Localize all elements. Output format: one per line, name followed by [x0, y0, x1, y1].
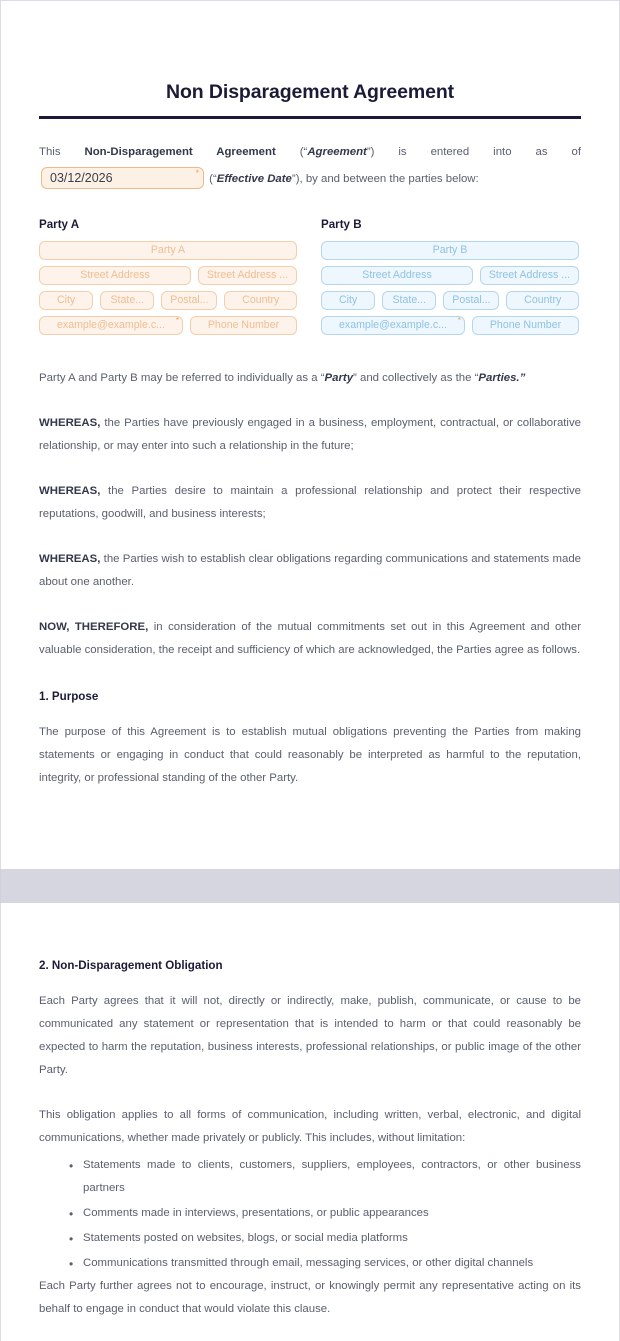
now-therefore-paragraph: [39, 616, 581, 662]
section-2-paragraph-3: Each Party further agrees not to encourage, instruct, or knowingly permit any representative acting on its behalf to engage in conduct that would violate this clause.: [39, 1279, 581, 1315]
parties-defined-term: Parties.”: [478, 372, 526, 385]
party-a-city-input[interactable]: City: [39, 291, 93, 310]
party-a-street-row: [39, 266, 297, 285]
party-a-name-row: [39, 241, 297, 260]
whereas-body-1: the Parties have previously engaged in a business, employment, contractual, or collaborative relationship, or may enter into such a relationship in the future;: [39, 417, 581, 453]
whereas-paragraph-3: [39, 548, 581, 594]
intro-text-5: ”), by and between the parties below:: [291, 173, 479, 186]
party-b-street2-input[interactable]: Street Address ...: [480, 266, 579, 285]
party-b-contact-row: [321, 316, 579, 335]
party-b-phone-input[interactable]: Phone Number: [472, 316, 579, 335]
party-a-state-input[interactable]: State...: [100, 291, 154, 310]
page-break-separator: [0, 869, 620, 903]
section-2-bullet-list: [39, 1154, 581, 1275]
party-defined-term: Party: [324, 372, 354, 385]
required-asterisk-icon: *: [457, 316, 461, 326]
list-item: • Statements posted on websites, blogs, or social media platforms: [69, 1227, 581, 1250]
whereas-paragraph-2: [39, 480, 581, 526]
effective-date-defined-term: Effective Date: [216, 173, 292, 186]
agreement-name-bold: Non-Disparagement Agreement: [84, 146, 276, 159]
party-b-country-input[interactable]: Country: [506, 291, 579, 310]
party-b-email-placeholder: example@example.c...: [339, 319, 447, 332]
whereas-body-2: the Parties desire to maintain a professional relationship and protect their respective reputations, goodwill, and business interests;: [39, 485, 581, 521]
whereas-lead-2: WHEREAS,: [39, 485, 101, 498]
party-a-heading: Party A: [39, 217, 80, 231]
intro-text-4: (“: [206, 173, 217, 186]
party-a-email-placeholder: example@example.c...: [57, 319, 165, 332]
whereas-lead-3: WHEREAS,: [39, 553, 101, 566]
party-a-email-input[interactable]: [39, 316, 183, 335]
party-b-street-row: [321, 266, 579, 285]
effective-date-input[interactable]: [41, 167, 204, 189]
party-a-street2-input[interactable]: Street Address ...: [198, 266, 297, 285]
page-title: Non Disparagement Agreement: [165, 81, 455, 103]
parties-def-text-1: Party A and Party B may be referred to individually as a “: [39, 372, 325, 385]
intro-text-1: This: [39, 146, 85, 159]
parties-def-text-2: ” and collectively as the “: [353, 372, 479, 385]
section-2-heading: 2. Non-Disparagement Obligation: [39, 959, 223, 972]
intro-text-2: (“: [275, 146, 308, 159]
party-a-locality-row: [39, 291, 297, 310]
party-a-block: [39, 217, 297, 341]
intro-text-3: ”) is entered into as of: [366, 146, 581, 159]
required-asterisk-icon: *: [195, 168, 199, 179]
party-a-country-input[interactable]: Country: [224, 291, 297, 310]
party-b-name-input[interactable]: Party B: [321, 241, 579, 260]
party-b-postal-input[interactable]: Postal...: [443, 291, 499, 310]
parties-section: [39, 217, 581, 341]
party-b-city-input[interactable]: City: [321, 291, 375, 310]
party-b-state-input[interactable]: State...: [382, 291, 436, 310]
effective-date-value: 03/12/2026: [50, 171, 113, 186]
section-1-paragraph: The purpose of this Agreement is to establish mutual obligations preventing the Parties from making statements or engaging in conduct that could reasonably be interpreted as harmful to the reputation, integrity, or professional standing of the other Party.: [39, 726, 581, 785]
whereas-lead-1: WHEREAS,: [39, 417, 101, 430]
intro-paragraph: [39, 139, 581, 193]
party-b-block: [321, 217, 579, 341]
document-page-2: [0, 903, 620, 1341]
party-a-postal-input[interactable]: Postal...: [161, 291, 217, 310]
list-item: • Comments made in interviews, presentations, or public appearances: [69, 1202, 581, 1225]
party-a-phone-input[interactable]: Phone Number: [190, 316, 297, 335]
party-a-name-input[interactable]: Party A: [39, 241, 297, 260]
party-a-street1-input[interactable]: Street Address: [39, 266, 191, 285]
party-b-name-row: [321, 241, 579, 260]
party-b-email-input[interactable]: [321, 316, 465, 335]
agreement-defined-term: Agreement: [307, 146, 367, 159]
now-therefore-lead: NOW, THEREFORE,: [39, 621, 149, 634]
party-a-contact-row: [39, 316, 297, 335]
title-divider: [39, 116, 581, 119]
whereas-paragraph-1: [39, 412, 581, 458]
required-asterisk-icon: *: [175, 316, 179, 326]
party-b-locality-row: [321, 291, 579, 310]
whereas-body-3: the Parties wish to establish clear obligations regarding communications and statements made about one another.: [39, 553, 581, 589]
section-1-heading: 1. Purpose: [39, 690, 99, 704]
section-2-paragraph-1: Each Party agrees that it will not, directly or indirectly, make, publish, communicate, or cause to be communicated any statement or representation that is intended to harm or that could reasonably be expected to harm the reputation, business interests, professional relationships, or public image of the other Party.: [39, 994, 581, 1076]
now-therefore-body: in consideration of the mutual commitments set out in this Agreement and other valuable consideration, the receipt and sufficiency of which are acknowledged, the Parties agree as follows.: [39, 621, 581, 657]
party-b-street1-input[interactable]: Street Address: [321, 266, 473, 285]
list-item: • Communications transmitted through email, messaging services, or other digital channels: [69, 1252, 581, 1275]
section-2-paragraph-2: This obligation applies to all forms of communication, including written, verbal, electronic, and digital communications, whether made privately or publicly. This includes, without limitation:: [39, 1108, 581, 1144]
parties-definition-paragraph: [39, 367, 581, 390]
list-item: • Statements made to clients, customers, suppliers, employees, contractors, or other business partners: [69, 1154, 581, 1200]
party-b-heading: Party B: [321, 217, 362, 231]
